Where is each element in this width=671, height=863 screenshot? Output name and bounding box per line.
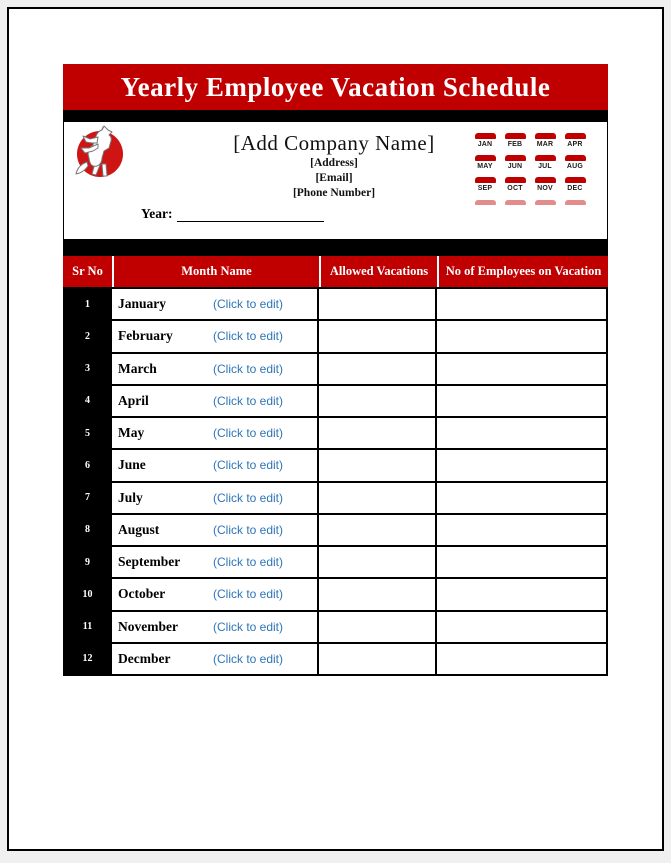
employees-on-vacation-cell[interactable] — [437, 612, 608, 644]
allowed-vacations-cell[interactable] — [319, 418, 437, 450]
calendar-reflection — [474, 199, 496, 205]
company-info — [184, 130, 484, 201]
calendar-icon-bar — [475, 155, 496, 161]
header-month-name: Month Name — [112, 256, 319, 287]
employees-on-vacation-cell[interactable] — [437, 321, 608, 353]
table-row — [63, 579, 608, 611]
table-row — [63, 418, 608, 450]
year-row — [141, 206, 324, 222]
sr-no-cell: 3 — [63, 354, 112, 386]
table-row — [63, 289, 608, 321]
employees-on-vacation-cell[interactable] — [437, 547, 608, 579]
calendar-reflection — [534, 199, 556, 205]
calendar-months-grid — [474, 133, 586, 205]
calendar-month-icon — [564, 155, 586, 170]
calendar-month-label: FEB — [507, 141, 523, 148]
month-name-cell — [112, 418, 319, 450]
month-name: Decmber — [118, 650, 171, 666]
click-to-edit-link[interactable]: (Click to edit) — [212, 587, 283, 602]
calendar-month-icon — [564, 133, 586, 148]
allowed-vacations-cell[interactable] — [319, 515, 437, 547]
calendar-month-icon — [564, 177, 586, 192]
page-title: Yearly Employee Vacation Schedule — [120, 71, 551, 102]
month-name: April — [118, 392, 149, 408]
month-name-cell — [112, 321, 319, 353]
month-name: September — [118, 554, 181, 570]
title-banner — [63, 64, 608, 110]
click-to-edit-link[interactable]: (Click to edit) — [212, 458, 283, 473]
month-name-cell — [112, 579, 319, 611]
month-name: August — [118, 521, 160, 537]
year-input-line[interactable] — [177, 206, 324, 222]
employees-on-vacation-cell[interactable] — [437, 515, 608, 547]
calendar-reflection — [564, 199, 586, 205]
click-to-edit-link[interactable]: (Click to edit) — [212, 393, 283, 408]
vacation-table-body — [63, 289, 608, 676]
calendar-month-label: AUG — [566, 163, 584, 170]
sr-no-cell: 12 — [63, 644, 112, 676]
month-name-cell — [112, 515, 319, 547]
employees-on-vacation-cell[interactable] — [437, 483, 608, 515]
calendar-icon-bar — [535, 133, 556, 139]
month-name: October — [118, 586, 166, 602]
table-row — [63, 450, 608, 482]
calendar-month-icon — [474, 177, 496, 192]
allowed-vacations-cell[interactable] — [319, 289, 437, 321]
month-name-cell — [112, 289, 319, 321]
company-address-placeholder[interactable]: [Address] — [310, 157, 358, 169]
calendar-month-icon — [534, 155, 556, 170]
allowed-vacations-cell[interactable] — [319, 354, 437, 386]
calendar-month-label: APR — [567, 141, 583, 148]
month-name-cell — [112, 450, 319, 482]
table-header-row — [63, 256, 608, 289]
sr-no-cell: 9 — [63, 547, 112, 579]
calendar-icon-bar — [475, 177, 496, 183]
calendar-reflection-bar — [535, 200, 556, 205]
calendar-month-label: DEC — [567, 185, 583, 192]
allowed-vacations-cell[interactable] — [319, 644, 437, 676]
sr-no-cell: 6 — [63, 450, 112, 482]
click-to-edit-link[interactable]: (Click to edit) — [212, 555, 283, 570]
company-name-placeholder[interactable]: [Add Company Name] — [233, 131, 435, 155]
calendar-month-icon — [534, 177, 556, 192]
calendar-reflection-bar — [475, 200, 496, 205]
employees-on-vacation-cell[interactable] — [437, 644, 608, 676]
table-row — [63, 354, 608, 386]
employees-on-vacation-cell[interactable] — [437, 354, 608, 386]
click-to-edit-link[interactable]: (Click to edit) — [212, 297, 283, 312]
calendar-icon-bar — [505, 133, 526, 139]
click-to-edit-link[interactable]: (Click to edit) — [212, 490, 283, 505]
header-employees-on-vacation: No of Employees on Vacation — [437, 256, 608, 287]
allowed-vacations-cell[interactable] — [319, 321, 437, 353]
header-allowed-vacations: Allowed Vacations — [319, 256, 437, 287]
calendar-icon-bar — [565, 155, 586, 161]
calendar-month-label: NOV — [537, 185, 553, 192]
calendar-month-icon — [504, 177, 526, 192]
table-row — [63, 386, 608, 418]
month-name-cell — [112, 547, 319, 579]
sr-no-cell: 8 — [63, 515, 112, 547]
click-to-edit-link[interactable]: (Click to edit) — [212, 426, 283, 441]
company-phone-placeholder[interactable]: [Phone Number] — [292, 187, 376, 199]
header-sr-no: Sr No — [72, 264, 103, 278]
click-to-edit-link[interactable]: (Click to edit) — [212, 361, 283, 376]
allowed-vacations-cell[interactable] — [319, 612, 437, 644]
calendar-month-icon — [534, 133, 556, 148]
click-to-edit-link[interactable]: (Click to edit) — [212, 619, 283, 634]
month-name: May — [118, 425, 145, 441]
employees-on-vacation-cell[interactable] — [437, 450, 608, 482]
allowed-vacations-cell[interactable] — [319, 386, 437, 418]
month-name-cell — [112, 483, 319, 515]
calendar-month-icon — [474, 155, 496, 170]
month-name-cell — [112, 354, 319, 386]
table-row — [63, 612, 608, 644]
month-name: July — [118, 489, 143, 505]
divider-strip-top — [63, 110, 608, 122]
calendar-icon-bar — [565, 133, 586, 139]
employees-on-vacation-cell[interactable] — [437, 289, 608, 321]
sr-no-cell: 2 — [63, 321, 112, 353]
month-name: February — [118, 328, 173, 344]
employees-on-vacation-cell[interactable] — [437, 418, 608, 450]
employees-on-vacation-cell[interactable] — [437, 579, 608, 611]
calendar-reflection — [504, 199, 526, 205]
calendar-icon-bar — [535, 155, 556, 161]
calendar-icon-bar — [475, 133, 496, 139]
calendar-icon-bar — [565, 177, 586, 183]
table-row — [63, 483, 608, 515]
month-name: January — [118, 296, 167, 312]
sr-no-cell: 5 — [63, 418, 112, 450]
calendar-reflection-bar — [565, 200, 586, 205]
allowed-vacations-cell[interactable] — [319, 547, 437, 579]
month-name-cell — [112, 612, 319, 644]
calendar-icon-bar — [505, 177, 526, 183]
sr-no-cell: 4 — [63, 386, 112, 418]
table-row — [63, 321, 608, 353]
sr-no-cell: 1 — [63, 289, 112, 321]
calendar-month-label: MAY — [477, 163, 493, 170]
allowed-vacations-cell[interactable] — [319, 579, 437, 611]
click-to-edit-link[interactable]: (Click to edit) — [212, 651, 283, 666]
company-header-section — [63, 122, 608, 239]
month-name-cell — [112, 386, 319, 418]
month-name: March — [118, 360, 157, 376]
employees-on-vacation-cell[interactable] — [437, 386, 608, 418]
calendar-month-label: OCT — [507, 185, 523, 192]
click-to-edit-link[interactable]: (Click to edit) — [212, 522, 283, 537]
divider-strip-table — [63, 239, 608, 256]
calendar-month-label: JUN — [507, 163, 523, 170]
calendar-icon-bar — [505, 155, 526, 161]
table-row — [63, 644, 608, 676]
calendar-month-icon — [474, 133, 496, 148]
sr-no-cell: 10 — [63, 579, 112, 611]
month-name: November — [118, 618, 178, 634]
company-logo — [67, 124, 131, 184]
table-row — [63, 515, 608, 547]
calendar-month-label: JAN — [477, 141, 493, 148]
calendar-reflection-bar — [505, 200, 526, 205]
allowed-vacations-cell[interactable] — [319, 450, 437, 482]
calendar-month-label: SEP — [477, 185, 493, 192]
calendar-month-icon — [504, 133, 526, 148]
company-email-placeholder[interactable]: [Email] — [315, 172, 353, 184]
click-to-edit-link[interactable]: (Click to edit) — [212, 329, 283, 344]
sr-no-cell: 7 — [63, 483, 112, 515]
calendar-month-label: MAR — [536, 141, 554, 148]
calendar-month-label: JUL — [538, 163, 552, 170]
month-name: June — [118, 457, 146, 473]
sr-no-cell: 11 — [63, 612, 112, 644]
allowed-vacations-cell[interactable] — [319, 483, 437, 515]
calendar-month-icon — [504, 155, 526, 170]
year-label: Year: — [141, 206, 173, 221]
month-name-cell — [112, 644, 319, 676]
calendar-icon-bar — [535, 177, 556, 183]
table-row — [63, 547, 608, 579]
